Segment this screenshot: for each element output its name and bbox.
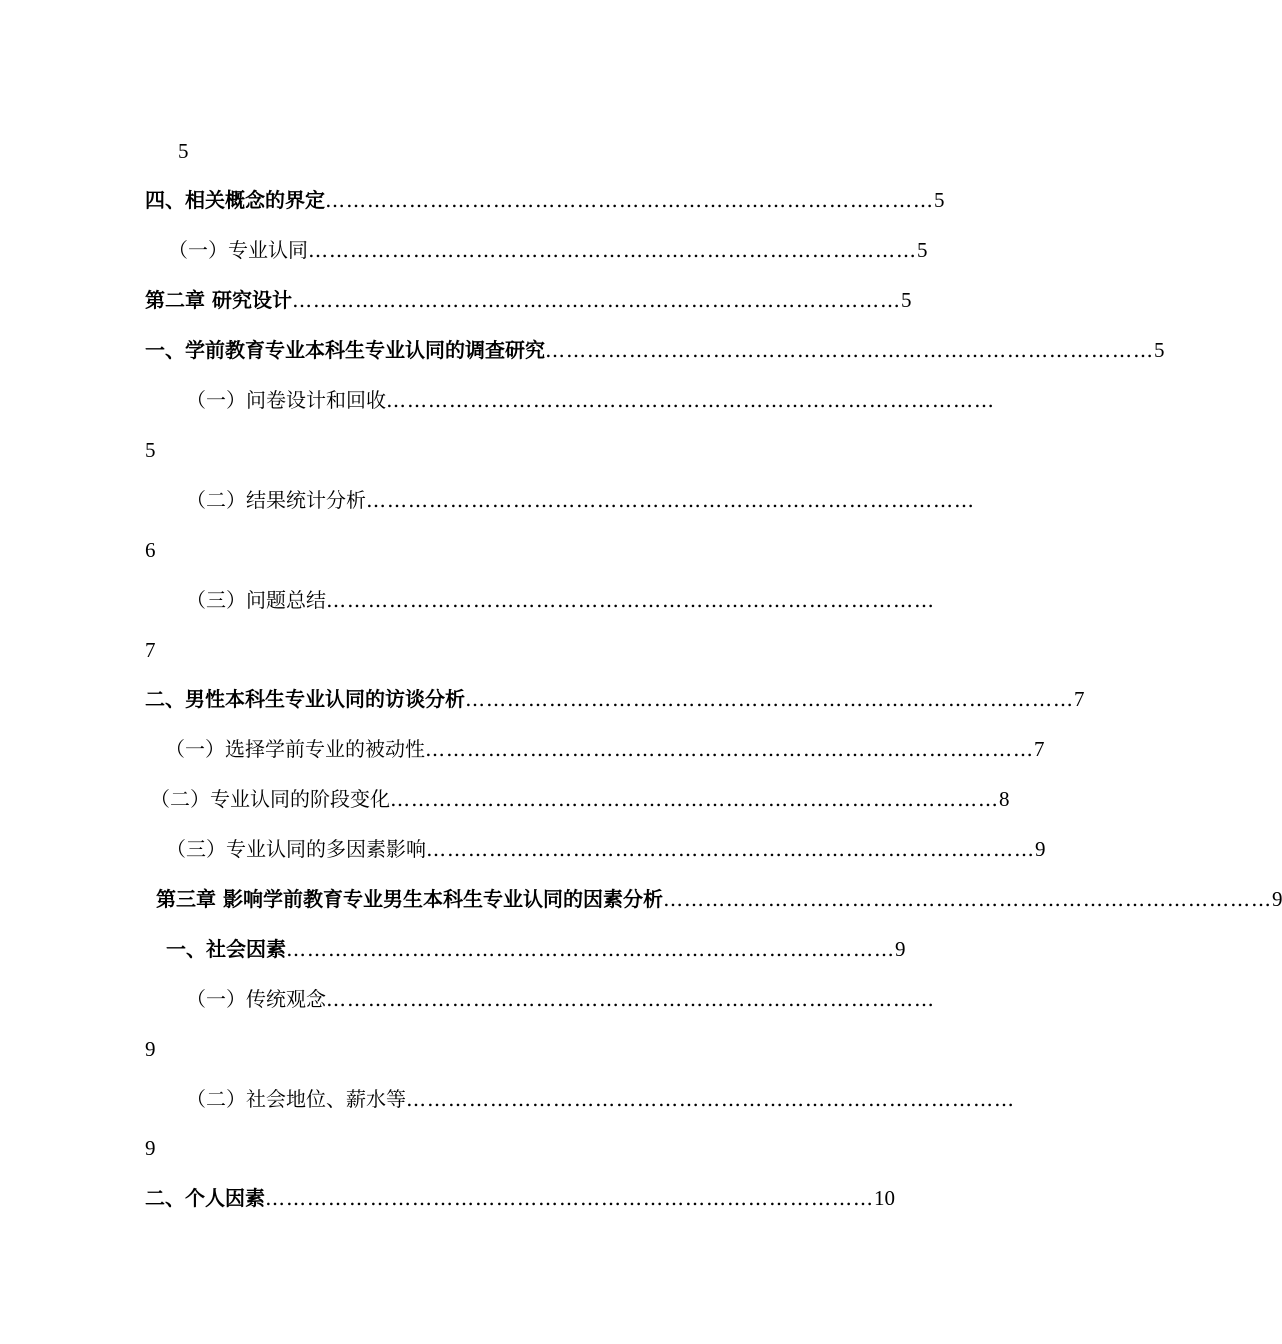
toc-entry-label: （二）社会地位、薪水等 — [186, 1087, 406, 1111]
dot-leader: …………………………………………………………………………… — [390, 787, 999, 811]
toc-entry-traditional-concepts[interactable] — [186, 984, 935, 1014]
toc-entry-label: 二、男性本科生专业认同的访谈分析 — [145, 687, 465, 711]
toc-entry-page: 5 — [917, 238, 928, 262]
toc-entry-label: 第三章 影响学前教育专业男生本科生专业认同的因素分析 — [156, 887, 663, 911]
toc-entry-page: 9 — [895, 937, 906, 961]
toc-entry-passive-choice[interactable] — [165, 734, 1045, 764]
toc-entry-page: 5 — [1154, 338, 1165, 362]
toc-entry-label: （二）结果统计分析 — [186, 488, 366, 512]
toc-continuation-page: 5 — [178, 139, 189, 163]
toc-entry-related-concepts[interactable] — [145, 185, 945, 215]
toc-entry-survey-research[interactable] — [145, 335, 1165, 365]
toc-entry-social-status[interactable] — [186, 1084, 1015, 1114]
toc-entry-result-statistics[interactable] — [186, 485, 975, 515]
toc-entry-label: 一、学前教育专业本科生专业认同的调查研究 — [145, 338, 545, 362]
toc-entry-stage-changes[interactable] — [150, 784, 1010, 814]
dot-leader: …………………………………………………………………………… — [426, 837, 1035, 861]
dot-leader: …………………………………………………………………………… — [291, 288, 901, 312]
toc-entry-multifactor[interactable] — [166, 834, 1046, 864]
toc-entry-page-wrapped: 6 — [145, 538, 156, 562]
toc-entry-professional-identity[interactable] — [168, 235, 928, 265]
toc-entry-page: 5 — [900, 288, 912, 312]
toc-entry-social-factors[interactable] — [166, 934, 906, 964]
toc-entry-label: （一）问卷设计和回收 — [186, 388, 386, 412]
dot-leader: …………………………………………………………………………… — [308, 238, 917, 262]
dot-leader: …………………………………………………………………………… — [366, 488, 975, 512]
toc-entry-page: 9 — [1271, 887, 1282, 911]
dot-leader: …………………………………………………………………………… — [406, 1087, 1015, 1111]
toc-entry-label: （一）选择学前专业的被动性 — [165, 737, 425, 761]
dot-leader: …………………………………………………………………………… — [465, 687, 1074, 711]
toc-entry-label: （三）专业认同的多因素影响 — [166, 837, 426, 861]
toc-entry-page-wrapped: 9 — [145, 1136, 156, 1160]
toc-entry-label: （一）传统观念 — [186, 987, 326, 1011]
toc-entry-page-wrapped: 7 — [145, 638, 156, 662]
dot-leader: …………………………………………………………………………… — [545, 338, 1154, 362]
dot-leader: …………………………………………………………………………… — [265, 1186, 874, 1210]
toc-entry-questionnaire[interactable] — [186, 385, 995, 415]
toc-entry-label: （三）问题总结 — [186, 588, 326, 612]
toc-entry-personal-factors[interactable] — [145, 1183, 895, 1213]
toc-entry-page-wrapped: 9 — [145, 1037, 156, 1061]
dot-leader: …………………………………………………………………………… — [325, 188, 934, 212]
toc-entry-page: 9 — [1035, 837, 1046, 861]
toc-entry-page: 5 — [934, 188, 945, 212]
dot-leader: …………………………………………………………………………… — [326, 588, 935, 612]
toc-entry-label: 四、相关概念的界定 — [145, 188, 325, 212]
toc-entry-page: 8 — [999, 787, 1010, 811]
dot-leader: …………………………………………………………………………… — [662, 887, 1272, 911]
toc-entry-label: （一）专业认同 — [168, 238, 308, 262]
toc-entry-page-wrapped: 5 — [145, 438, 156, 462]
dot-leader: …………………………………………………………………………… — [425, 737, 1034, 761]
toc-entry-label: 二、个人因素 — [145, 1186, 265, 1210]
toc-entry-page: 10 — [874, 1186, 895, 1210]
dot-leader: …………………………………………………………………………… — [286, 937, 895, 961]
toc-entry-page: 7 — [1034, 737, 1045, 761]
toc-entry-chapter-2[interactable] — [145, 285, 912, 315]
toc-entry-problem-summary[interactable] — [186, 585, 935, 615]
toc-entry-label: （二）专业认同的阶段变化 — [150, 787, 390, 811]
toc-entry-chapter-3[interactable] — [156, 884, 1282, 914]
dot-leader: …………………………………………………………………………… — [326, 987, 935, 1011]
toc-entry-label: 一、社会因素 — [166, 937, 286, 961]
toc-entry-page: 7 — [1074, 687, 1085, 711]
dot-leader: …………………………………………………………………………… — [386, 388, 995, 412]
toc-entry-interview-analysis[interactable] — [145, 684, 1085, 714]
toc-entry-label: 第二章 研究设计 — [145, 288, 292, 312]
